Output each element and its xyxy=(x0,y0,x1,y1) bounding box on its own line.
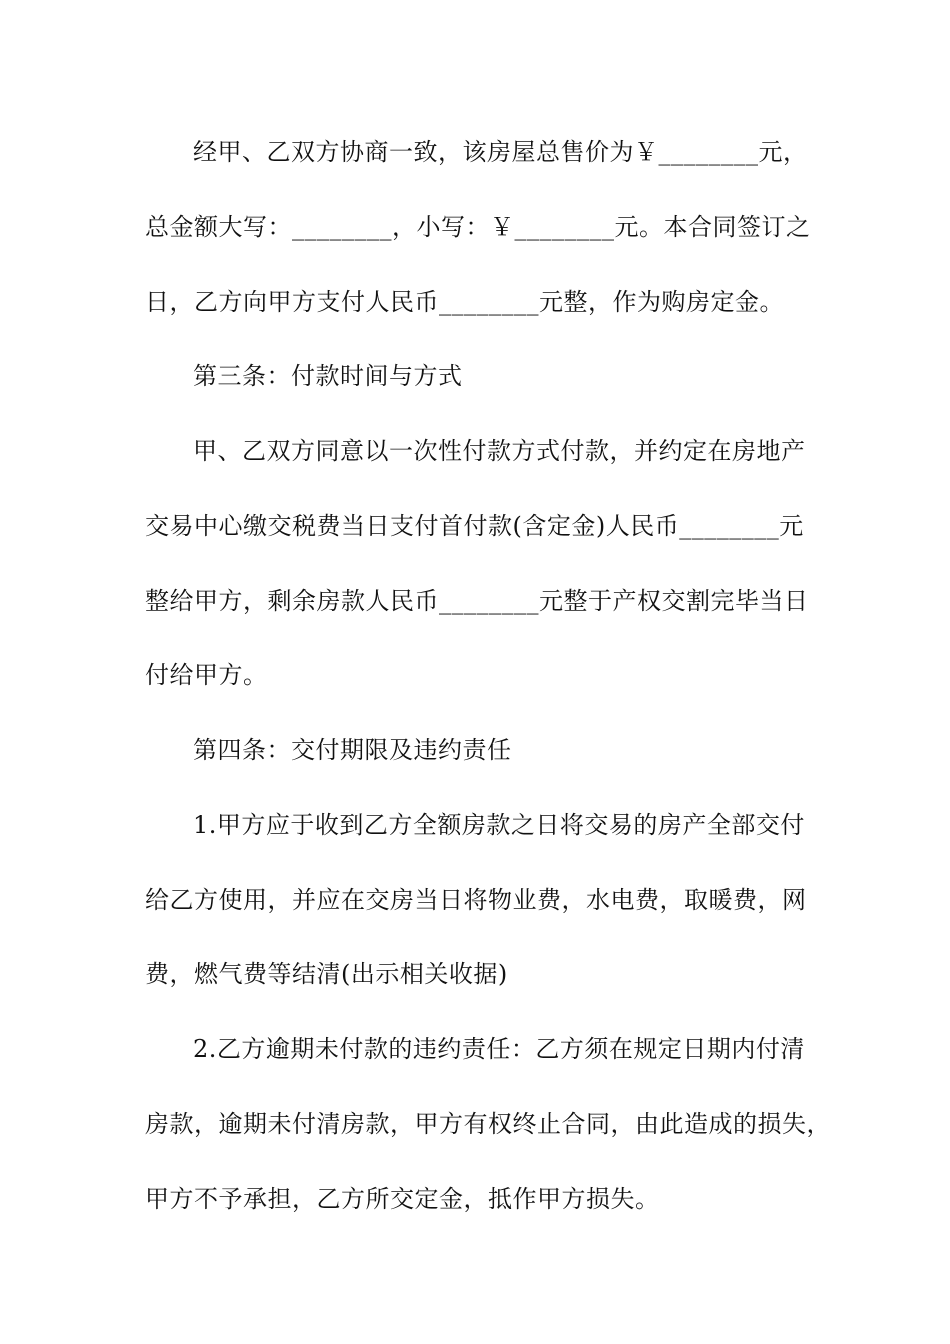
paragraph-line: 日，乙方向甲方支付人民币________元整，作为购房定金。 xyxy=(145,288,784,316)
paragraph-line: 甲方不予承担，乙方所交定金，抵作甲方损失。 xyxy=(145,1185,660,1213)
paragraph-line: 房款，逾期未付清房款，甲方有权终止合同，由此造成的损失， xyxy=(145,1110,831,1138)
paragraph-line: 经甲、乙双方协商一致，该房屋总售价为￥________元， xyxy=(193,138,808,166)
paragraph-line: 1.甲方应于收到乙方全额房款之日将交易的房产全部交付 xyxy=(193,811,805,839)
paragraph-line: 2.乙方逾期未付款的违约责任：乙方须在规定日期内付清 xyxy=(193,1035,805,1063)
paragraph-line: 交易中心缴交税费当日支付首付款(含定金)人民币________元 xyxy=(145,512,804,540)
section-heading: 第四条：交付期限及违约责任 xyxy=(193,736,512,764)
paragraph-line: 给乙方使用，并应在交房当日将物业费，水电费，取暖费，网 xyxy=(145,886,807,914)
section-heading: 第三条：付款时间与方式 xyxy=(193,362,463,390)
paragraph-line: 付给甲方。 xyxy=(145,661,268,689)
paragraph-line: 甲、乙双方同意以一次性付款方式付款，并约定在房地产 xyxy=(193,437,806,465)
paragraph-line: 总金额大写：________，小写：￥________元。本合同签订之 xyxy=(145,213,811,241)
paragraph-line: 整给甲方，剩余房款人民币________元整于产权交割完毕当日 xyxy=(145,587,809,615)
paragraph-line: 费，燃气费等结清(出示相关收据) xyxy=(145,960,508,988)
